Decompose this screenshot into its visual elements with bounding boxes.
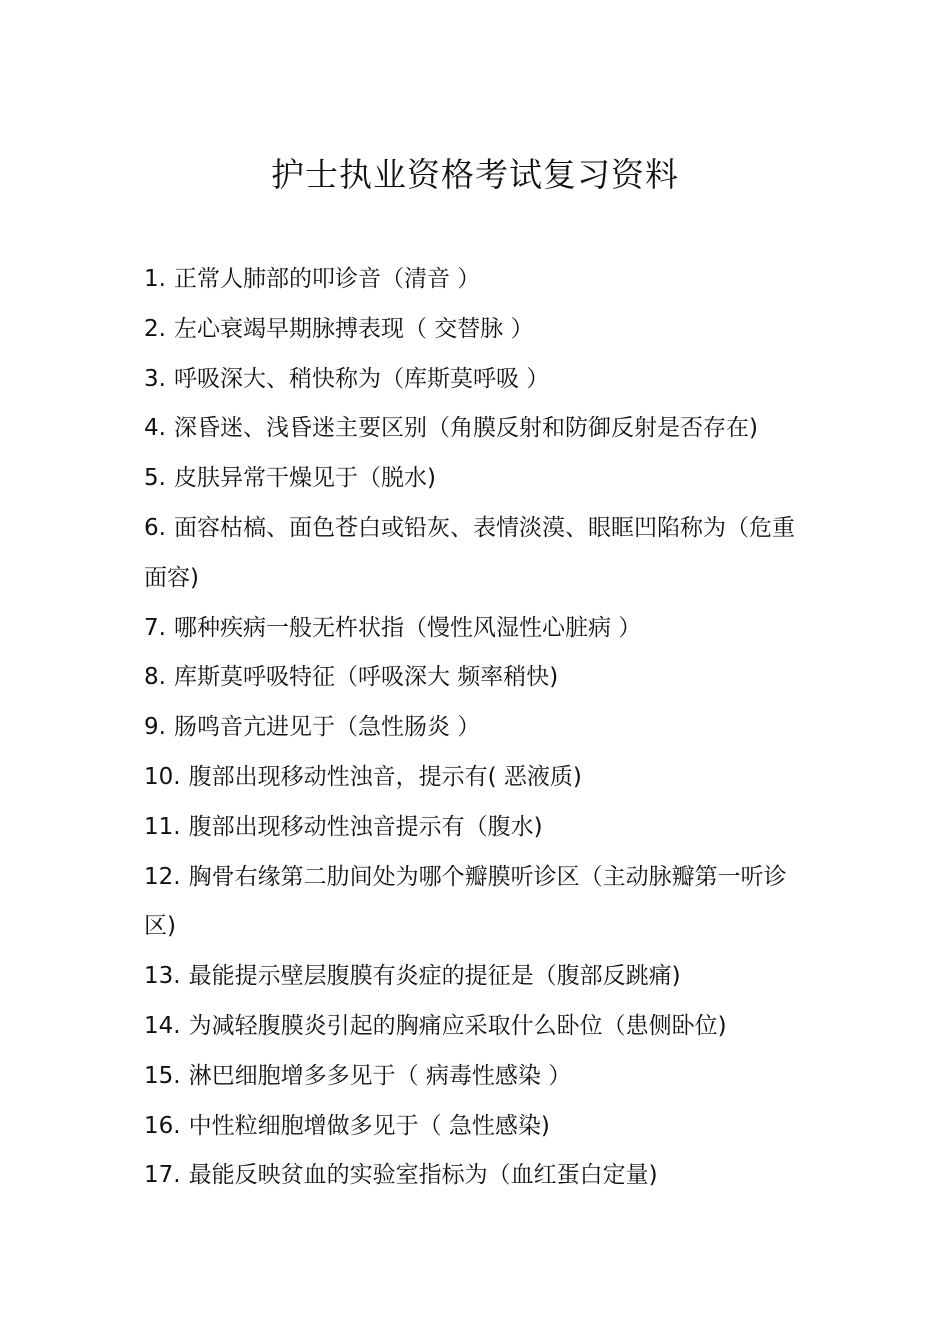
list-item (144, 1102, 812, 1152)
list-item (144, 653, 812, 703)
item-number: 12. (144, 863, 181, 890)
list-item (144, 355, 812, 405)
item-number: 15. (144, 1062, 181, 1089)
item-text: 淋巴细胞增多多见于（ 病毒性感染 ） (188, 1062, 572, 1089)
item-text: 正常人肺部的叩诊音（清音 ） (173, 266, 481, 292)
item-text: 为减轻腹膜炎引起的胸痛应采取什么卧位（患侧卧位) (188, 1012, 727, 1039)
item-number: 16. (144, 1112, 181, 1139)
item-number: 17. (144, 1162, 181, 1189)
item-number: 13. (144, 963, 181, 990)
item-text: 肠鸣音亢进见于（急性肠炎 ） (173, 714, 481, 741)
item-number: 2. (144, 315, 166, 342)
document-title: 护士执业资格考试复习资料 (271, 155, 679, 194)
list-item (144, 703, 812, 753)
item-text: 皮肤异常干燥见于（脱水) (173, 465, 436, 492)
item-text: 面容枯槁、面色苍白或铅灰、表情淡漠、眼眶凹陷称为（危重面容) (144, 514, 795, 591)
item-number: 3. (144, 365, 166, 392)
item-text: 最能提示壁层腹膜有炎症的提征是（腹部反跳痛) (188, 963, 681, 990)
item-number: 8. (144, 664, 166, 691)
item-number: 9. (144, 714, 166, 741)
item-number: 7. (144, 614, 166, 641)
question-list (144, 255, 812, 1201)
item-number: 5. (144, 465, 166, 492)
list-item (144, 604, 812, 654)
item-number: 11. (144, 813, 181, 840)
list-item (144, 753, 812, 803)
item-number: 14. (144, 1012, 181, 1039)
list-item (144, 853, 812, 953)
item-number: 6. (144, 514, 166, 541)
item-text: 胸骨右缘第二肋间处为哪个瓣膜听诊区（主动脉瓣第一听诊区) (144, 863, 787, 940)
list-item (144, 504, 812, 604)
list-item (144, 305, 812, 355)
item-text: 最能反映贫血的实验室指标为（血红蛋白定量) (188, 1162, 658, 1189)
item-text: 哪种疾病一般无杵状指（慢性风湿性心脏病 ） (173, 614, 642, 641)
item-text: 呼吸深大、稍快称为（库斯莫呼吸 ） (173, 365, 550, 392)
item-text: 腹部出现移动性浊音提示有（腹水) (188, 813, 543, 840)
list-item (144, 1052, 812, 1102)
item-text: 腹部出现移动性浊音，提示有( 恶液质) (188, 763, 582, 790)
item-text: 库斯莫呼吸特征（呼吸深大 频率稍快) (173, 664, 559, 691)
item-text: 深昏迷、浅昏迷主要区别（角膜反射和防御反射是否存在) (173, 415, 758, 442)
list-item (144, 952, 812, 1002)
list-item (144, 255, 812, 305)
list-item (144, 1151, 812, 1201)
list-item (144, 404, 812, 454)
list-item (144, 1002, 812, 1052)
item-text: 左心衰竭早期脉搏表现（ 交替脉 ） (173, 315, 534, 342)
item-number: 4. (144, 415, 166, 442)
item-number: 1. (144, 266, 166, 292)
list-item (144, 803, 812, 853)
item-number: 10. (144, 763, 181, 790)
item-text: 中性粒细胞增做多见于（ 急性感染) (188, 1112, 550, 1139)
list-item (144, 454, 812, 504)
